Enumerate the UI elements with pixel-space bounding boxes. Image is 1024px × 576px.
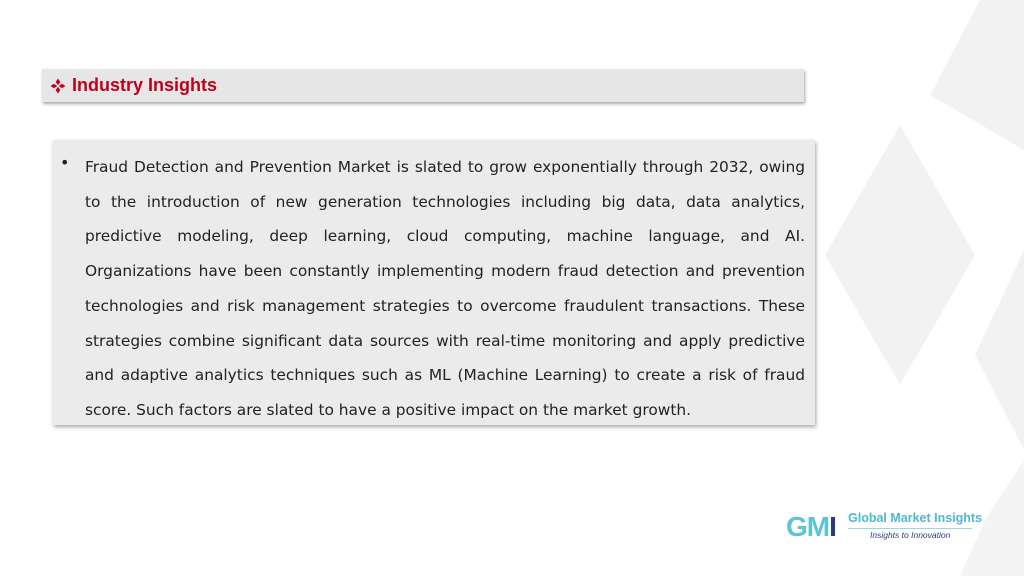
section-header	[42, 69, 804, 102]
section-title: Industry Insights	[72, 75, 218, 95]
logo-divider	[848, 528, 972, 529]
logo-tagline: Insights to Innovation	[870, 530, 951, 540]
insights-content-box	[53, 140, 815, 425]
gmi-logo	[786, 506, 986, 546]
logo-company-name: Global Market Insights	[848, 511, 983, 525]
bullet-dot: •	[60, 153, 70, 172]
diamond-bullet-icon	[50, 78, 66, 94]
insights-paragraph: Fraud Detection and Prevention Market is slated to grow exponentially through 2032, owing to the introduction of new generation technologies including big data, data analytics, predictive modeling, deep learning, cloud computing, machine language, and AI. Organizations have been constantly implementing modern fraud detection and prevention technologies and risk management strategies to overcome fraudulent transactions. These strategies combine significant data sources with real-time monitoring and apply predictive and adaptive analytics techniques such as ML (Machine Learning) to create a risk of fraud score. Such factors are slated to have a positive impact on the market growth.	[85, 158, 805, 419]
logo-mark: GMI	[786, 511, 836, 542]
